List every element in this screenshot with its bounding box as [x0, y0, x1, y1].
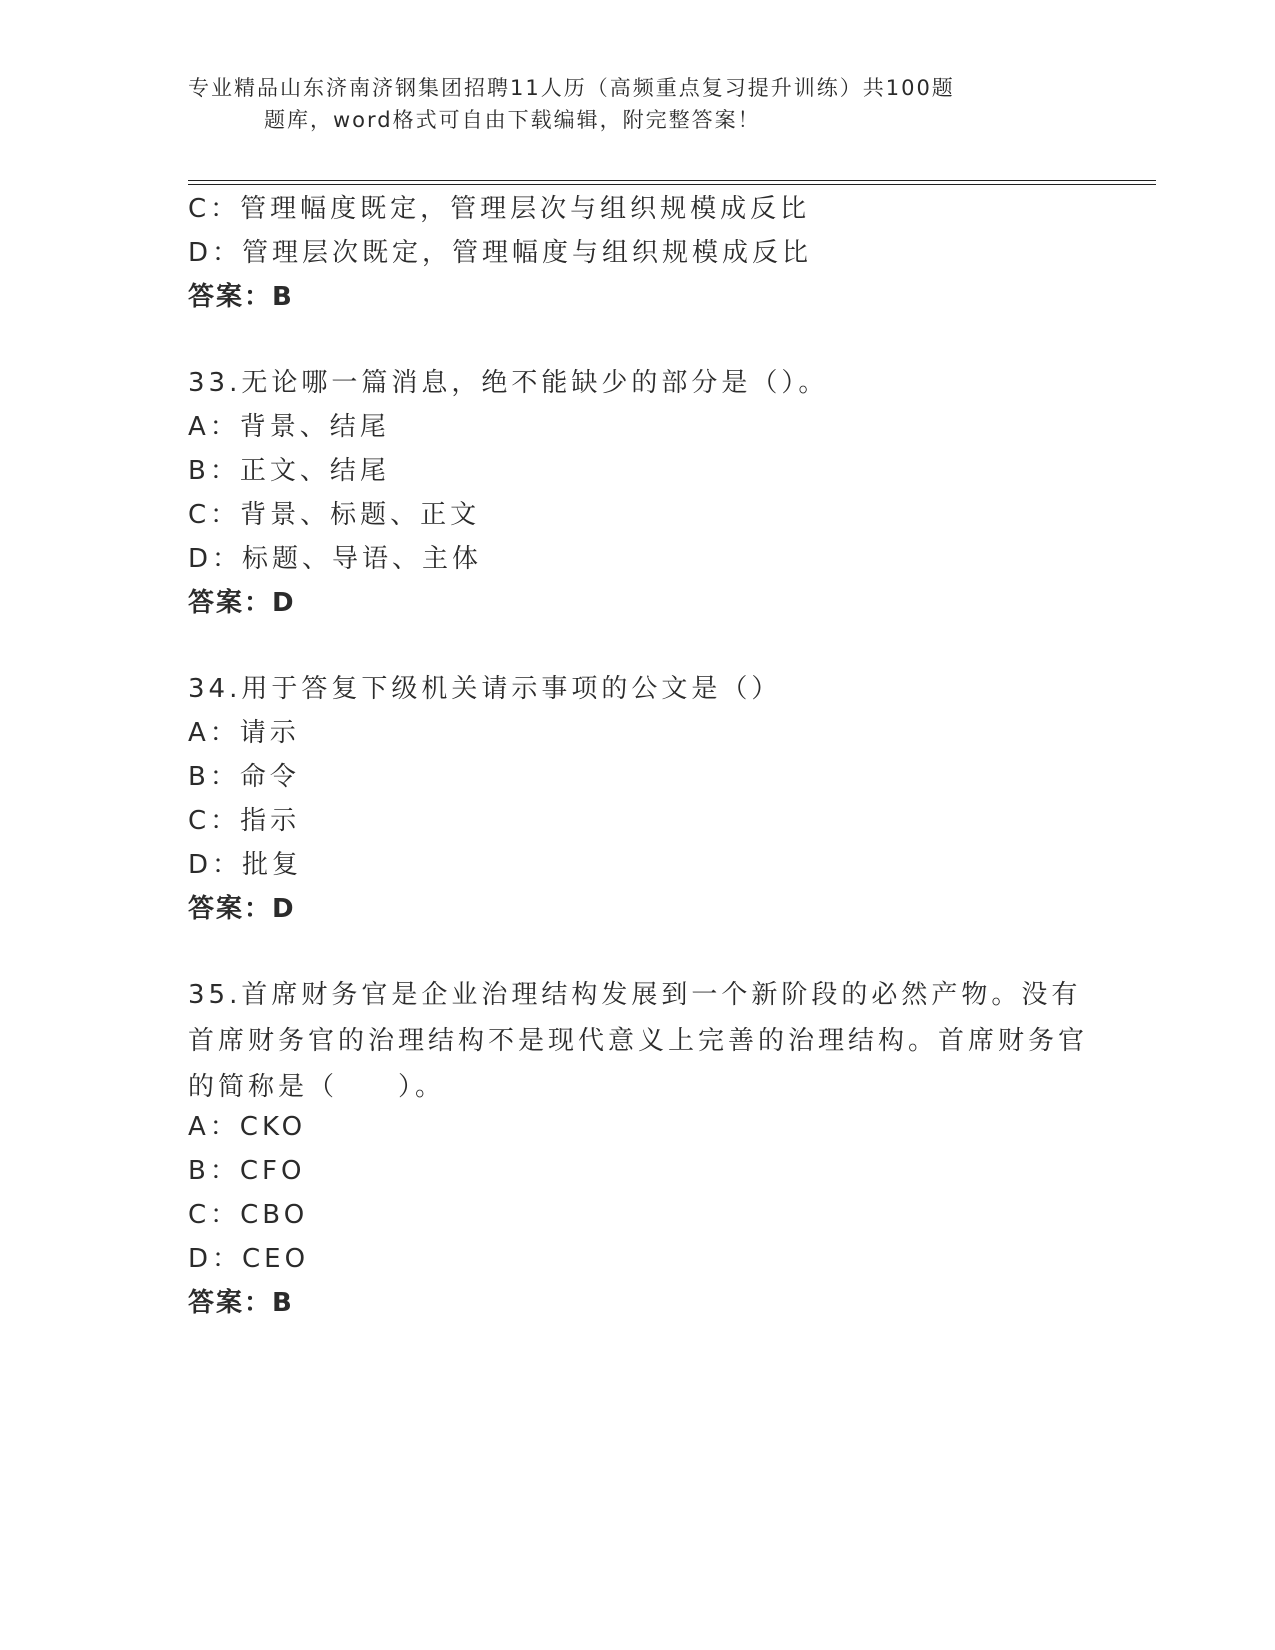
q35-question: 35.首席财务官是企业治理结构发展到一个新阶段的必然产物。没有首席财务官的治理结构不是现代意义上完善的治理结构。首席财务官的简称是（ ）。 — [188, 980, 1089, 1102]
q33-option-d: D：标题、导语、主体 — [188, 544, 483, 574]
q32-option-d: D：管理层次既定，管理幅度与组织规模成反比 — [188, 238, 813, 268]
q33-option-b: B：正文、结尾 — [188, 456, 390, 486]
q34-question: 34.用于答复下级机关请示事项的公文是（） — [188, 674, 782, 704]
header-line-2: 题库，word格式可自由下载编辑，附完整答案！ — [264, 108, 761, 132]
q35-option-d: D：CEO — [188, 1244, 310, 1274]
q32-answer: 答案：B — [188, 282, 294, 312]
document-header — [188, 72, 1068, 136]
q35-option-c: C：CBO — [188, 1200, 309, 1230]
q33-question: 33.无论哪一篇消息，绝不能缺少的部分是（）。 — [188, 368, 829, 398]
q34-option-a: A：请示 — [188, 718, 300, 748]
q33-answer: 答案：D — [188, 588, 296, 618]
header-line-1: 专业精品山东济南济钢集团招聘11人历（高频重点复习提升训练）共100题 — [188, 76, 955, 100]
q35-option-b: B：CFO — [188, 1156, 306, 1186]
header-divider-bottom — [188, 184, 1156, 185]
q32-option-c: C：管理幅度既定，管理层次与组织规模成反比 — [188, 194, 811, 224]
q35-answer: 答案：B — [188, 1288, 294, 1318]
q34-answer: 答案：D — [188, 894, 296, 924]
q34-option-c: C：指示 — [188, 806, 301, 836]
q33-option-c: C：背景、标题、正文 — [188, 500, 481, 530]
q34-option-b: B：命令 — [188, 762, 300, 792]
q34-option-d: D：批复 — [188, 850, 303, 880]
q33-option-a: A：背景、结尾 — [188, 412, 390, 442]
q35-option-a: A：CKO — [188, 1112, 307, 1142]
header-divider-top — [188, 180, 1156, 181]
